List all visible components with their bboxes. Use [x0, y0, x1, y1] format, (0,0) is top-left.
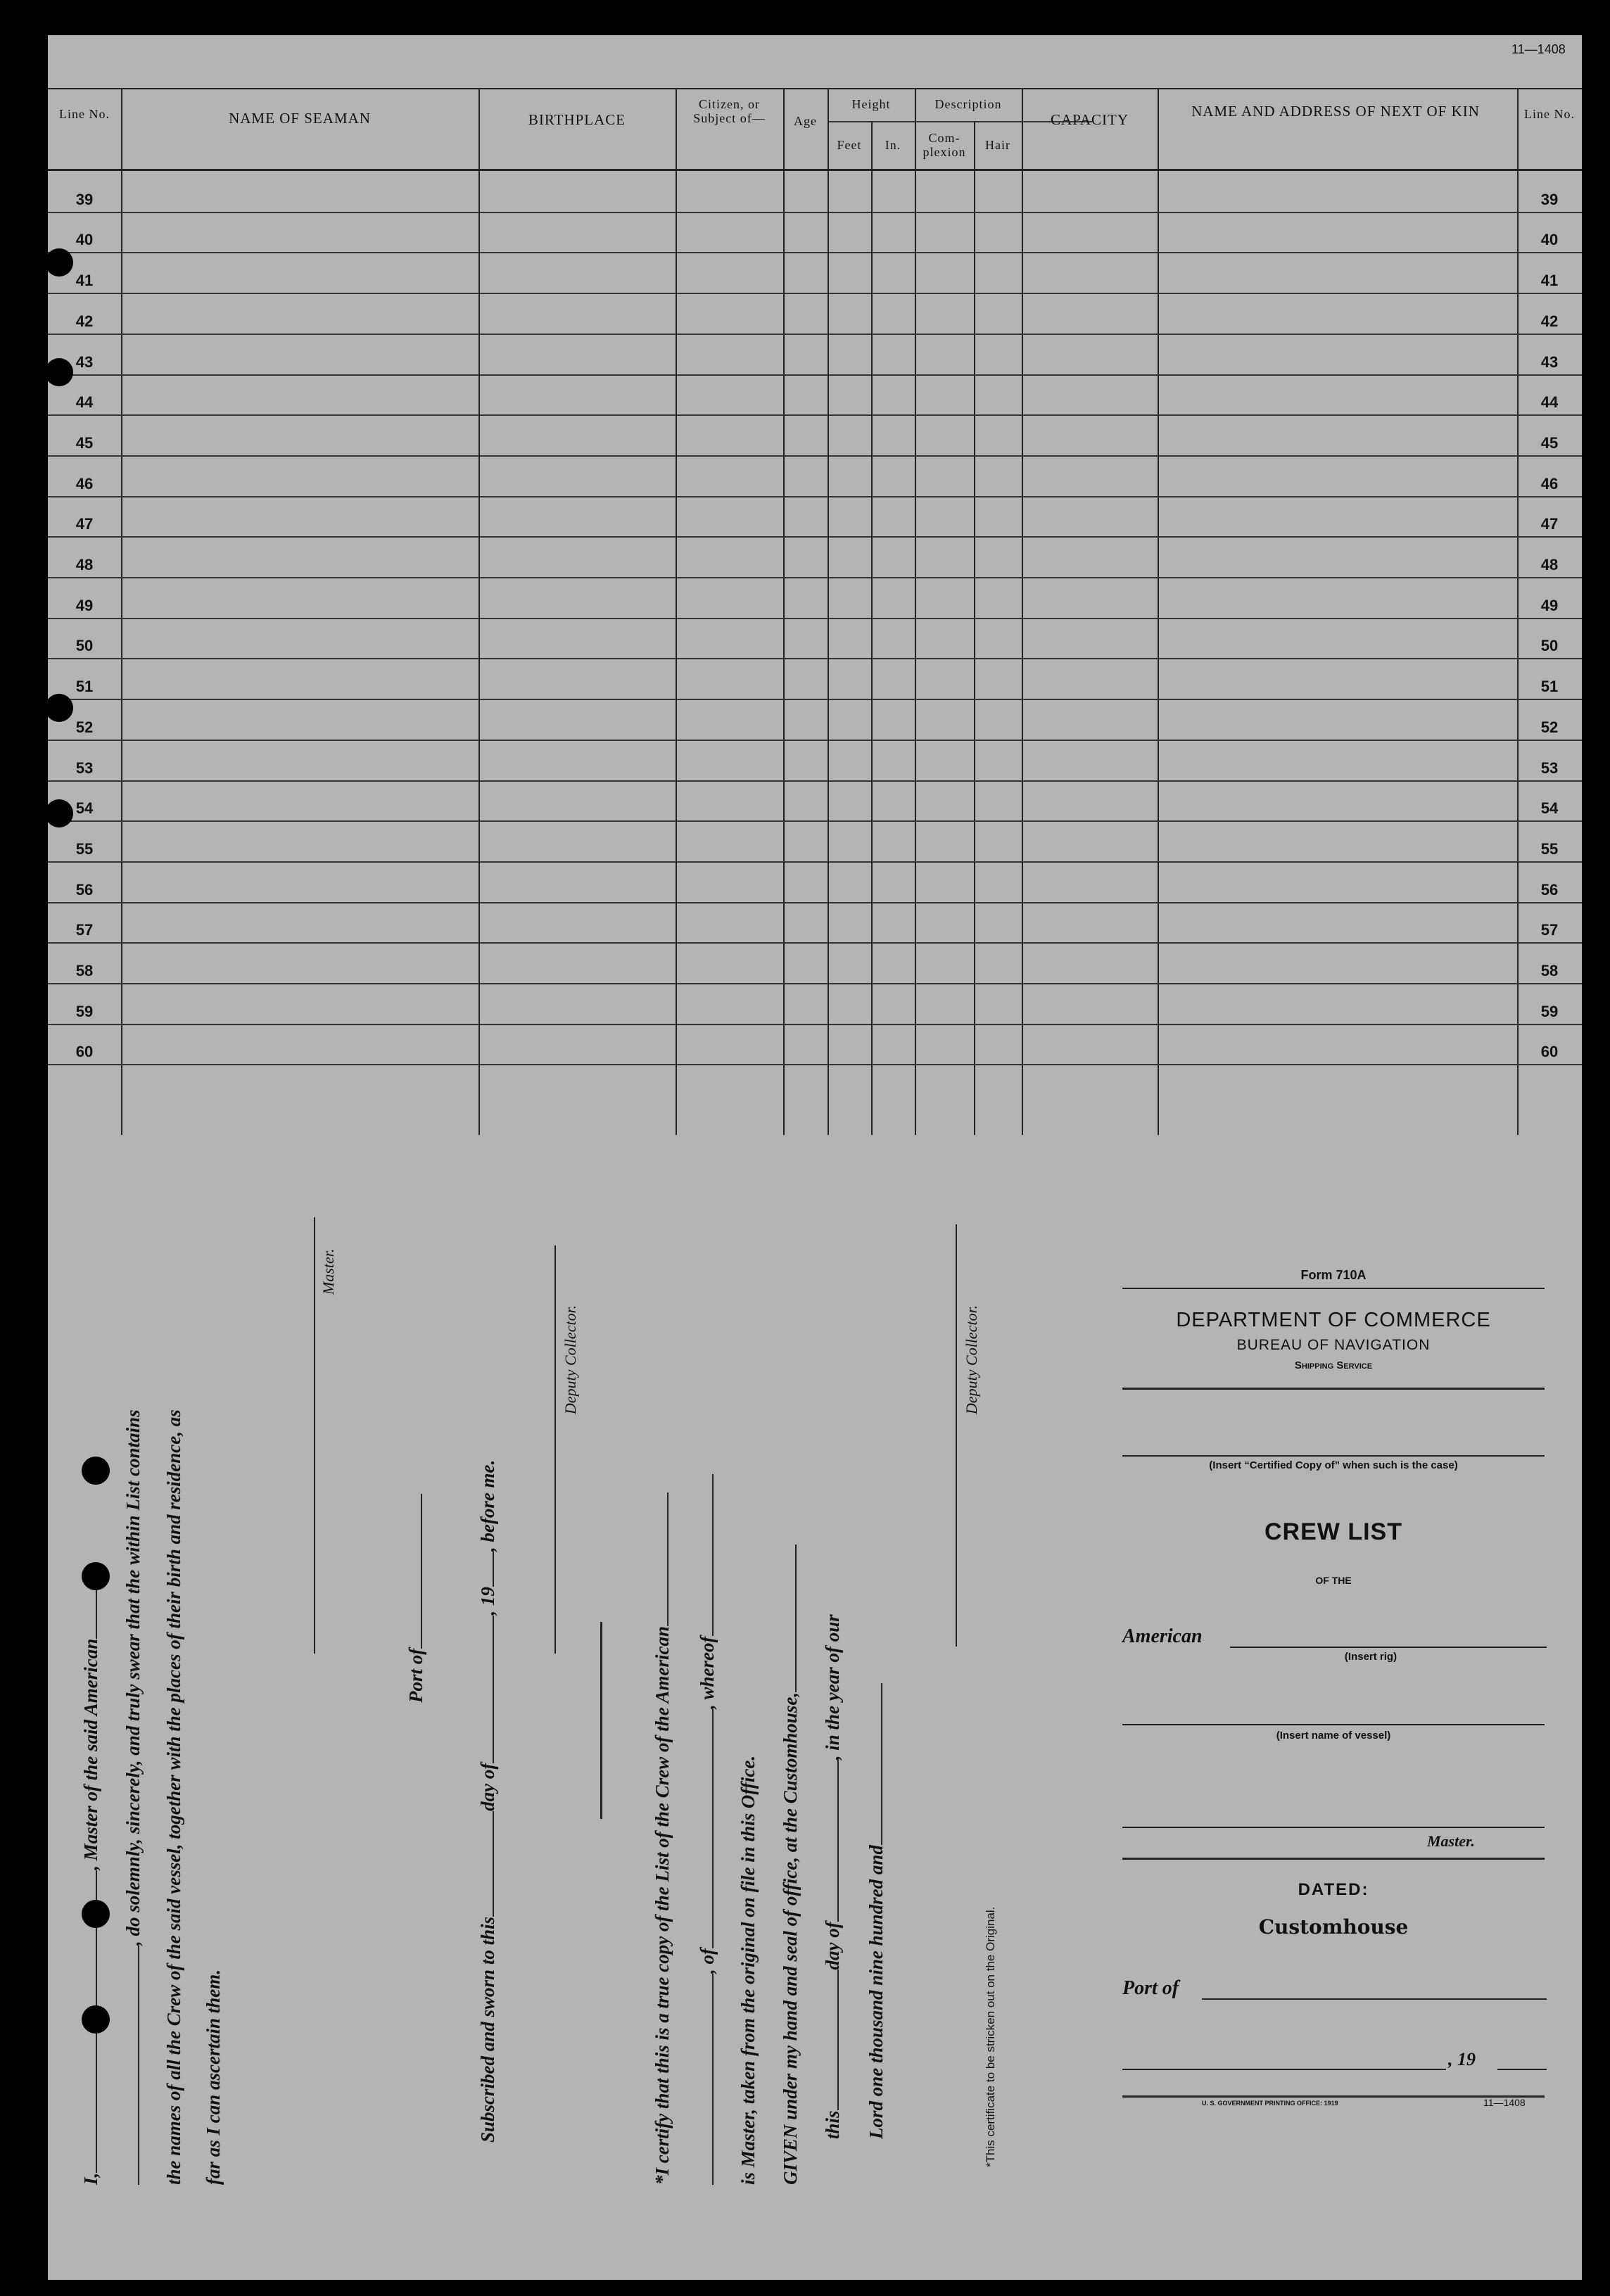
- oath-master-label: Master.: [319, 1248, 337, 1295]
- punch-hole: [82, 1900, 110, 1928]
- divider-bar: [600, 1622, 602, 1819]
- oath-line-1: I,, Master of the said American: [80, 1583, 102, 2185]
- row-line: [48, 820, 1582, 822]
- row-number-right: 49: [1540, 596, 1559, 614]
- cover-port-of: Port of: [1122, 1977, 1179, 1999]
- cover-form-no: Form 710A: [1300, 1268, 1367, 1282]
- deputy-collector-line-2: [956, 1224, 957, 1647]
- cover-rule-4: [1122, 2095, 1545, 2098]
- row-line: [48, 658, 1582, 659]
- cert-line-3: is Master, taken from the original on file in this Office.: [737, 1755, 759, 2185]
- row-line: [48, 536, 1582, 538]
- row-line: [48, 1064, 1582, 1065]
- row-number-right: 47: [1540, 515, 1559, 533]
- cover-certified-line: [1122, 1455, 1545, 1457]
- cert-line-6: Lord one thousand nine hundred and: [866, 1683, 887, 2139]
- cover-port-line: [1202, 1998, 1547, 2000]
- master-signature-line: [314, 1217, 315, 1654]
- cover-title: CREW LIST: [1264, 1518, 1402, 1545]
- cover-insert-vessel: (Insert name of vessel): [1276, 1730, 1391, 1742]
- row-number-right: 41: [1540, 272, 1559, 290]
- cover-year-line: [1497, 2069, 1547, 2070]
- row-line: [48, 496, 1582, 497]
- row-number-right: 51: [1540, 678, 1559, 696]
- cover-rule-2: [1122, 1388, 1545, 1390]
- cover-rule-3: [1122, 1858, 1545, 1860]
- row-number-left: 59: [75, 1002, 94, 1020]
- row-number-left: 58: [75, 962, 94, 979]
- row-number-right: 48: [1540, 556, 1559, 573]
- oath-line-3: the names of all the Crew of the said vessel, together with the places of their birth and residence, as: [163, 1409, 184, 2185]
- cover-of-the: OF THE: [1315, 1575, 1352, 1586]
- header-description: Description: [934, 97, 1002, 111]
- row-line: [48, 861, 1582, 863]
- cover-department: DEPARTMENT OF COMMERCE: [1176, 1309, 1491, 1331]
- row-number-left: 53: [75, 759, 94, 777]
- row-number-right: 58: [1540, 962, 1559, 979]
- header-capacity: CAPACITY: [1050, 111, 1129, 128]
- punch-hole: [82, 1562, 110, 1590]
- row-line: [48, 902, 1582, 903]
- oath-port-of: Port of: [405, 1494, 427, 1703]
- cover-form-code: 11—1408: [1483, 2097, 1526, 2108]
- cover-dated: DATED:: [1298, 1880, 1369, 1899]
- row-number-left: 57: [75, 921, 94, 939]
- form-code-top: 11—1408: [1511, 42, 1566, 56]
- row-number-left: 54: [75, 799, 94, 818]
- row-number-left: 44: [75, 393, 94, 412]
- row-number-right: 46: [1540, 474, 1559, 493]
- punch-hole: [82, 1457, 110, 1485]
- row-line: [48, 334, 1582, 335]
- row-number-left: 51: [75, 678, 94, 696]
- row-number-left: 45: [75, 433, 94, 452]
- row-number-right: 42: [1540, 312, 1559, 330]
- row-line: [48, 942, 1582, 944]
- header-line-no: Line No.: [59, 107, 110, 121]
- row-number-right: 60: [1540, 1043, 1559, 1061]
- header-in: In.: [885, 138, 901, 152]
- cover-service: Shipping Service: [1294, 1359, 1373, 1371]
- deputy-collector-line-1: [554, 1245, 556, 1654]
- row-line: [48, 1024, 1582, 1025]
- row-number-right: 54: [1540, 799, 1559, 818]
- row-number-left: 43: [75, 353, 94, 371]
- header-next-of-kin: NAME AND ADDRESS OF NEXT OF KIN: [1191, 103, 1480, 120]
- row-line: [48, 577, 1582, 578]
- header-name-of-seaman: NAME OF SEAMAN: [229, 110, 371, 127]
- row-line: [48, 455, 1582, 457]
- row-number-left: 50: [75, 637, 94, 655]
- row-line: [48, 699, 1582, 700]
- header-citizen: Citizen, or Subject of—: [693, 97, 766, 125]
- row-line: [48, 293, 1582, 294]
- cover-customhouse: Customhouse: [1258, 1915, 1409, 1939]
- header-feet: Feet: [837, 138, 862, 152]
- header-height: Height: [851, 97, 891, 111]
- oath-line-4: far as I can ascertain them.: [203, 1969, 224, 2185]
- row-number-right: 43: [1540, 353, 1559, 371]
- row-number-left: 60: [75, 1043, 94, 1061]
- row-number-right: 52: [1540, 718, 1559, 736]
- cover-certified-note: (Insert “Certified Copy of” when such is the case): [1209, 1459, 1458, 1471]
- cert-line-4: GIVEN under my hand and seal of office, at the Customhouse,: [780, 1545, 801, 2185]
- row-number-left: 40: [75, 231, 94, 249]
- row-number-left: 42: [75, 312, 94, 330]
- row-line: [48, 618, 1582, 619]
- row-number-left: 49: [75, 596, 94, 614]
- cover-bureau: BUREAU OF NAVIGATION: [1236, 1337, 1431, 1353]
- row-number-left: 56: [75, 880, 94, 899]
- punch-hole: [82, 2005, 110, 2034]
- row-number-right: 50: [1540, 637, 1559, 655]
- row-number-left: 41: [75, 272, 94, 290]
- row-number-right: 59: [1540, 1002, 1559, 1020]
- header-line-no-right: Line No.: [1524, 107, 1575, 121]
- cover-master-line: [1122, 1827, 1545, 1828]
- row-number-left: 55: [75, 839, 94, 858]
- cert-line-1: *I certify that this is a true copy of the List of the Crew of the American: [652, 1492, 673, 2185]
- cover-american: American: [1122, 1625, 1203, 1647]
- row-number-right: 56: [1540, 880, 1559, 899]
- cover-insert-rig: (Insert rig): [1344, 1651, 1397, 1663]
- cover-master: Master.: [1427, 1832, 1475, 1850]
- oath-line-2: , do solemnly, sincerely, and truly swear that the within List contains: [122, 1409, 144, 2185]
- oath-subscribed-line: Subscribed and sworn to thisday of, 19, before me.: [477, 1459, 498, 2143]
- row-line: [48, 983, 1582, 984]
- row-number-right: 39: [1540, 190, 1559, 208]
- cover-vessel-line: [1122, 1724, 1545, 1725]
- row-line: [48, 740, 1582, 741]
- header-birthplace: BIRTHPLACE: [528, 111, 626, 128]
- row-number-right: 55: [1540, 839, 1559, 858]
- cert-line-5: thisday of, in the year of our: [822, 1614, 843, 2139]
- row-number-right: 57: [1540, 921, 1559, 939]
- header-hair: Hair: [985, 138, 1010, 152]
- row-number-right: 40: [1540, 231, 1559, 249]
- row-line: [48, 252, 1582, 253]
- row-number-left: 39: [75, 190, 94, 208]
- row-line: [48, 212, 1582, 213]
- row-number-right: 53: [1540, 759, 1559, 777]
- oath-deputy-collector: Deputy Collector.: [562, 1305, 579, 1414]
- row-number-right: 45: [1540, 433, 1559, 452]
- cover-date-line: [1122, 2069, 1446, 2070]
- cert-line-2: , of, whereof: [697, 1475, 718, 2186]
- row-number-left: 48: [75, 556, 94, 573]
- cover-rig-line: [1230, 1647, 1547, 1648]
- document-page: [48, 35, 1582, 2280]
- row-number-left: 47: [75, 515, 94, 533]
- cover-printer: U. S. GOVERNMENT PRINTING OFFICE: 1919: [1202, 2100, 1338, 2107]
- row-line: [48, 414, 1582, 416]
- row-number-right: 44: [1540, 393, 1559, 412]
- cert-footnote: *This certificate to be stricken out on the Original.: [984, 1906, 997, 2167]
- cert-deputy-collector: Deputy Collector.: [963, 1305, 980, 1414]
- row-line: [48, 780, 1582, 782]
- cover-year: , 19: [1448, 2049, 1476, 2069]
- header-age: Age: [794, 114, 817, 128]
- row-number-left: 46: [75, 474, 94, 493]
- cover-rule-1: [1122, 1288, 1545, 1289]
- row-line: [48, 374, 1582, 376]
- crew-table: [48, 88, 1582, 1135]
- row-number-left: 52: [75, 718, 94, 736]
- header-complexion: Com- plexion: [923, 131, 966, 159]
